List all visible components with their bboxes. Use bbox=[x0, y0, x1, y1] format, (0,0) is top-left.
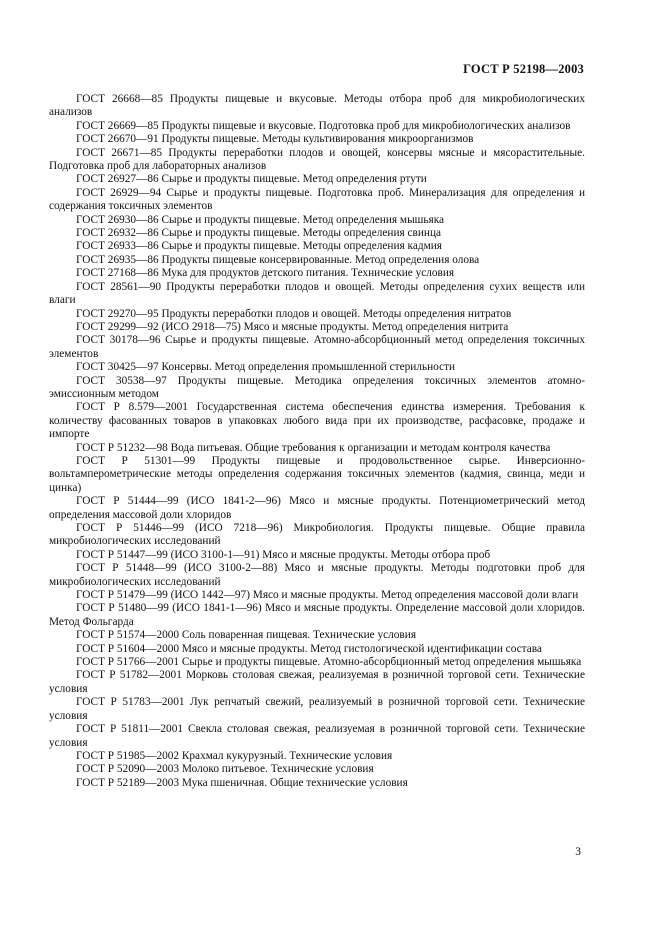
reference-item: ГОСТ Р 51444—99 (ИСО 1841-2—96) Мясо и мясные продукты. Потенциометрический метод определения массовой доли хлоридов bbox=[49, 495, 585, 521]
reference-item: ГОСТ 29270—95 Продукты переработки плодов и овощей. Методы определения нитратов bbox=[76, 307, 512, 320]
reference-item: ГОСТ 26930—86 Сырье и продукты пищевые. Метод определения мышьяка bbox=[76, 213, 445, 226]
reference-item: ГОСТ Р 52189—2003 Мука пшеничная. Общие технические условия bbox=[76, 776, 408, 789]
reference-item: ГОСТ 28561—90 Продукты переработки плодов и овощей. Методы определения сухих веществ или влаги bbox=[49, 280, 585, 307]
reference-item: ГОСТ 26929—94 Сырье и продукты пищевые. Подготовка проб. Минерализация для определения и содержания токсичных элементов bbox=[49, 186, 585, 213]
references-list bbox=[49, 93, 585, 790]
reference-item: ГОСТ Р 51448—99 (ИСО 3100-2—88) Мясо и мясные продукты. Методы подготовки проб для микробиологических исследований bbox=[49, 562, 585, 588]
reference-item: ГОСТ 30538—97 Продукты пищевые. Методика определения токсичных элементов атомно-эмиссионным методом bbox=[49, 374, 585, 400]
reference-item: ГОСТ Р 51480—99 (ИСО 1841-1—96) Мясо и мясные продукты. Определение массовой доли хлоридов. Метод Фольгарда bbox=[49, 602, 585, 628]
reference-item: ГОСТ Р 51232—98 Вода питьевая. Общие требования к организации и методам контроля качества bbox=[76, 441, 551, 454]
reference-item: ГОСТ 26933—86 Сырье и продукты пищевые. Методы определения кадмия bbox=[76, 240, 442, 253]
document-code-header: ГОСТ Р 52198—2003 bbox=[463, 62, 584, 76]
reference-item: ГОСТ Р 51783—2001 Лук репчатый свежий, реализуемый в розничной торговой сети. Технические условия bbox=[49, 696, 585, 722]
reference-item: ГОСТ 29299—92 (ИСО 2918—75) Мясо и мясные продукты. Метод определения нитрита bbox=[76, 320, 509, 333]
reference-item: ГОСТ Р 52090—2003 Молоко питьевое. Технические условия bbox=[76, 763, 374, 776]
reference-item: ГОСТ 27168—86 Мука для продуктов детского питания. Технические условия bbox=[76, 267, 455, 280]
reference-item: ГОСТ Р 8.579—2001 Государственная система обеспечения единства измерения. Требования к количеству фасованных товаров в упаковках любого вида при их производстве, расфасовке, продаже и импорте bbox=[49, 401, 585, 441]
reference-item: ГОСТ Р 51766—2001 Сырье и продукты пищевые. Атомно-абсорбционный метод определения мышьяка bbox=[76, 656, 582, 669]
reference-item: ГОСТ Р 51479—99 (ИСО 1442—97) Мясо и мясные продукты. Метод определения массовой доли влаги bbox=[76, 589, 579, 602]
page-number: 3 bbox=[575, 846, 581, 858]
reference-item: ГОСТ Р 51604—2000 Мясо и мясные продукты. Метод гистологической идентификации состава bbox=[76, 642, 542, 655]
reference-item: ГОСТ 26927—86 Сырье и продукты пищевые. Метод определения ртути bbox=[76, 173, 427, 186]
reference-item: ГОСТ Р 51811—2001 Свекла столовая свежая, реализуемая в розничной торговой сети. Технические условия bbox=[49, 723, 585, 749]
reference-item: ГОСТ 26668—85 Продукты пищевые и вкусовые. Методы отбора проб для микробиологических анализов bbox=[49, 93, 585, 119]
reference-item: ГОСТ 26671—85 Продукты переработки плодов и овощей, консервы мясные и мясорастительные. Подготовка проб для лабораторных анализов bbox=[49, 146, 585, 173]
reference-item: ГОСТ 26935—86 Продукты пищевые консервированные. Метод определения олова bbox=[76, 253, 480, 266]
reference-item: ГОСТ Р 51985—2002 Крахмал кукурузный. Технические условия bbox=[76, 749, 393, 762]
reference-item: ГОСТ 26669—85 Продукты пищевые и вкусовые. Подготовка проб для микробиологических анализов bbox=[76, 119, 571, 132]
reference-item: ГОСТ Р 51574—2000 Соль поваренная пищевая. Технические условия bbox=[76, 629, 417, 642]
reference-item: ГОСТ 30425—97 Консервы. Метод определения промышленной стерильности bbox=[76, 361, 456, 374]
reference-item: ГОСТ Р 51301—99 Продукты пищевые и продовольственное сырье. Инверсионно-вольтамперометрические методы определения содержания токсичных элементов (кадмия, свинца, меди и цинка) bbox=[49, 454, 585, 494]
reference-item: ГОСТ 26932—86 Сырье и продукты пищевые. Методы определения свинца bbox=[76, 227, 442, 240]
reference-item: ГОСТ Р 51446—99 (ИСО 7218—96) Микробиология. Продукты пищевые. Общие правила микробиологических исследований bbox=[49, 522, 585, 548]
reference-item: ГОСТ 26670—91 Продукты пищевые. Методы культивирования микроорганизмов bbox=[76, 133, 474, 146]
reference-item: ГОСТ Р 51782—2001 Морковь столовая свежая, реализуемая в розничной торговой сети. Технические условия bbox=[49, 669, 585, 695]
reference-item: ГОСТ 30178—96 Сырье и продукты пищевые. Атомно-абсорбционный метод определения токсичных элементов bbox=[49, 334, 585, 360]
reference-item: ГОСТ Р 51447—99 (ИСО 3100-1—91) Мясо и мясные продукты. Методы отбора проб bbox=[76, 548, 491, 561]
